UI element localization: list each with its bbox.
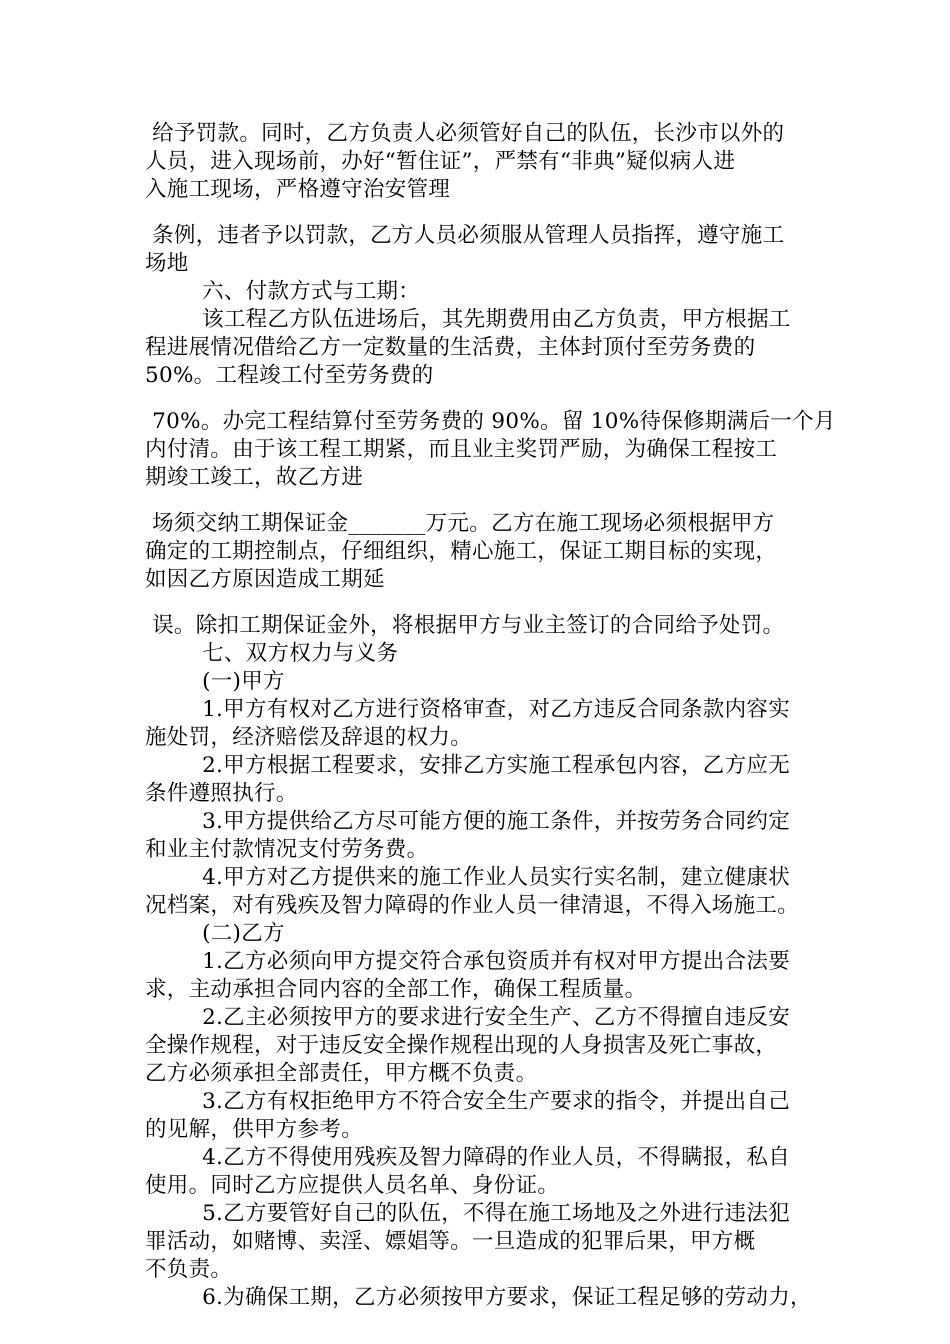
text-line: 如因乙方原因造成工期延: [145, 567, 385, 592]
text-line: 况档案，对有残疾及智力障碍的作业人员一律清退，不得入场施工。: [145, 893, 800, 918]
text-line: 6.为确保工期，乙方必须按甲方要求，保证工程足够的劳动力，: [145, 1285, 812, 1310]
text-line: 该工程乙方队伍进场后，其先期费用由乙方负责，甲方根据工: [145, 307, 791, 332]
text-line: 的见解，供甲方参考。: [145, 1117, 364, 1142]
text-line: 使用。同时乙方应提供人员名单、身份证。: [145, 1173, 560, 1198]
text-line: 乙方必须承担全部责任，甲方概不负责。: [145, 1061, 538, 1086]
text-line: 3.甲方提供给乙方尽可能方便的施工条件，并按劳务合同约定: [145, 809, 790, 834]
text-line: 期竣工竣工，故乙方进: [145, 465, 364, 490]
text-line: 误。除扣工期保证金外，将根据甲方与业主签订的合同给予处罚。: [145, 613, 785, 638]
text-line: 不负责。: [145, 1257, 233, 1282]
text-line: 2.乙主必须按甲方的要求进行安全生产、乙方不得擅自违反安: [145, 1005, 790, 1030]
text-line: 4.甲方对乙方提供来的施工作业人员实行实名制，建立健康状: [145, 865, 790, 890]
text-line: 4.乙方不得使用残疾及智力障碍的作业人员，不得瞒报，私自: [145, 1145, 790, 1170]
text-line: 50%。工程竣工付至劳务费的: [145, 363, 434, 388]
text-line: 场地: [145, 251, 189, 276]
text-line: 求，主动承担合同内容的全部工作，确保工程质量。: [145, 977, 647, 1002]
text-line: 全操作规程，对于违反安全操作规程出现的人身损害及死亡事故，: [145, 1033, 778, 1058]
text-line: 施处罚，经济赔偿及辞退的权力。: [145, 725, 473, 750]
subsection-heading: (二)乙方: [145, 921, 285, 946]
text-line: 程进展情况借给乙方一定数量的生活费，主体封顶付至劳务费的: [145, 335, 756, 360]
text-line: 70%。办完工程结算付至劳务费的 90%。留 10%待保修期满后一个月: [145, 409, 836, 434]
text-line: 5.乙方要管好自己的队伍，不得在施工场地及之外进行违法犯: [145, 1201, 790, 1226]
text-line: 和业主付款情况支付劳务费。: [145, 837, 429, 862]
text-line: 3.乙方有权拒绝甲方不符合安全生产要求的指令，并提出自己: [145, 1089, 790, 1114]
text-line: 给予罚款。同时，乙方负责人必须管好自己的队伍，长沙市以外的: [145, 121, 785, 146]
text-line: 人员，进入现场前，办好“暂住证”，严禁有“非典”疑似病人进: [145, 149, 736, 174]
text-line: 确定的工期控制点，仔细组织，精心施工，保证工期目标的实现，: [145, 539, 778, 564]
text-line: 条例，违者予以罚款，乙方人员必须服从管理人员指挥，遵守施工: [145, 223, 785, 248]
text-line: 1.甲方有权对乙方进行资格审查，对乙方违反合同条款内容实: [145, 697, 790, 722]
text-line: 入施工现场，严格遵守治安管理: [145, 177, 451, 202]
text-line: 条件遵照执行。: [145, 781, 298, 806]
text-line: 1.乙方必须向甲方提交符合承包资质并有权对甲方提出合法要: [145, 949, 790, 974]
text-line: 场须交纳工期保证金_______万元。乙方在施工现场必须根据甲方: [145, 511, 775, 536]
text-line: 2.甲方根据工程要求，安排乙方实施工程承包内容，乙方应无: [145, 753, 790, 778]
text-line: 罪活动，如赌博、卖淫、嫖娼等。一旦造成的犯罪后果，甲方概: [145, 1229, 756, 1254]
section-heading: 七、双方权力与义务: [145, 641, 399, 666]
subsection-heading: (一)甲方: [145, 669, 285, 694]
section-heading: 六、付款方式与工期：: [145, 279, 421, 304]
text-line: 内付清。由于该工程工期紧，而且业主奖罚严励，为确保工程按工: [145, 437, 778, 462]
